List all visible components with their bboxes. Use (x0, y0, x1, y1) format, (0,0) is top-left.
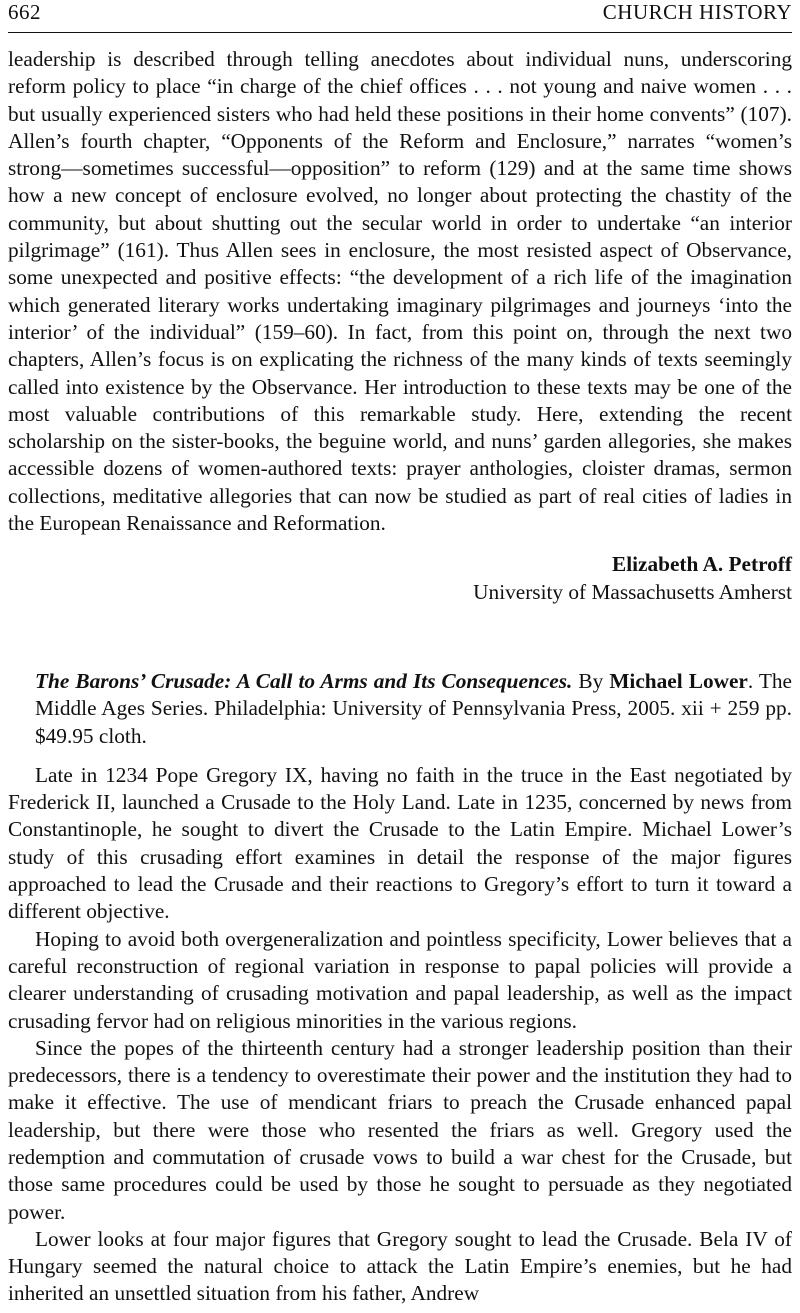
review-paragraph: Lower looks at four major figures that Gregory sought to lead the Crusade. Bela IV of Hungary seemed the natural choice to attack the Latin Empire’s enemies, but he had inherited an unsettled situation from his father, Andrew (8, 1226, 792, 1306)
reviewer-signature (8, 551, 792, 606)
page-number: 662 (8, 0, 41, 24)
header-rule (8, 32, 792, 33)
book-title: The Barons’ Crusade: A Call to Arms and Its Consequences. (35, 668, 573, 693)
by-label: By (578, 668, 604, 693)
review-continuation-paragraph: leadership is described through telling anecdotes about individual nuns, underscoring reform policy to place “in charge of the chief offices . . . not young and naive women . . . but usually experienced sisters who had held these positions in their home convents” (107). Allen’s fourth chapter, “Opponents of the Reform and Enclosure,” narrates “women’s strong—sometimes successful—opposition” to reform (129) and at the same time shows how a new concept of enclosure evolved, no longer about protecting the chastity of the community, but about shutting out the secular world in order to undertake “an interior pilgrimage” (161). Thus Allen sees in enclosure, the most resisted aspect of Observance, some unexpected and positive effects: “the development of a rich life of the imagination which generated literary works undertaking imaginary pilgrimages and journeys ‘into the interior’ of the individual” (159–60). In fact, from this point on, through the next two chapters, Allen’s focus is on explicating the richness of the many kinds of texts seemingly called into existence by the Observance. Her introduction to these texts may be one of the most valuable contributions of this remarkable study. Here, extending the recent scholarship on the sister-books, the beguine world, and nuns’ garden allegories, she makes accessible dozens of women-authored texts: prayer anthologies, cloister dramas, sermon collections, meditative allegories that can now be studied as part of real cities of ladies in the European Renaissance and Reformation. (8, 47, 792, 536)
publication-details: . The Middle Ages Series. Philadelphia: University of Pennsylvania Press, 2005. xii + 259 pp. $49.95 cloth. (35, 668, 792, 748)
page-body (8, 46, 792, 1308)
reviewer-affiliation: University of Massachusetts Amherst (473, 579, 792, 604)
book-citation (8, 668, 792, 750)
section-gap (8, 606, 792, 668)
review-paragraph: Hoping to avoid both overgeneralization and pointless specificity, Lower believes that a careful reconstruction of regional variation in response to papal policies will provide a clearer understanding of crusading motivation and papal leadership, as well as the impact crusading fervor had on religious minorities in the various regions. (8, 926, 792, 1033)
journal-title: CHURCH HISTORY (602, 0, 792, 24)
review-paragraph: Late in 1234 Pope Gregory IX, having no faith in the truce in the East negotiated by Frederick II, launched a Crusade to the Holy Land. Late in 1235, concerned by news from Constantinople, he sought to divert the Crusade to the Latin Empire. Michael Lower’s study of this crusading effort examines in detail the response of the major figures approached to lead the Crusade and their reactions to Gregory’s effort to turn it toward a different objective. (8, 762, 792, 924)
book-author: Michael Lower (609, 668, 748, 693)
review-paragraph: Since the popes of the thirteenth century had a stronger leadership position than their predecessors, there is a tendency to overestimate their power and the institution they had to make it effective. The use of mendicant friars to preach the Crusade enhanced papal leadership, but there were those who resented the friars as well. Gregory used the redemption and commutation of crusade vows to build a war chest for the Crusade, but those same procedures could be used by those he sought to persuade as they negotiated power. (8, 1035, 792, 1224)
running-head (8, 0, 792, 28)
review-body (8, 762, 792, 1308)
reviewer-name: Elizabeth A. Petroff (611, 552, 792, 577)
